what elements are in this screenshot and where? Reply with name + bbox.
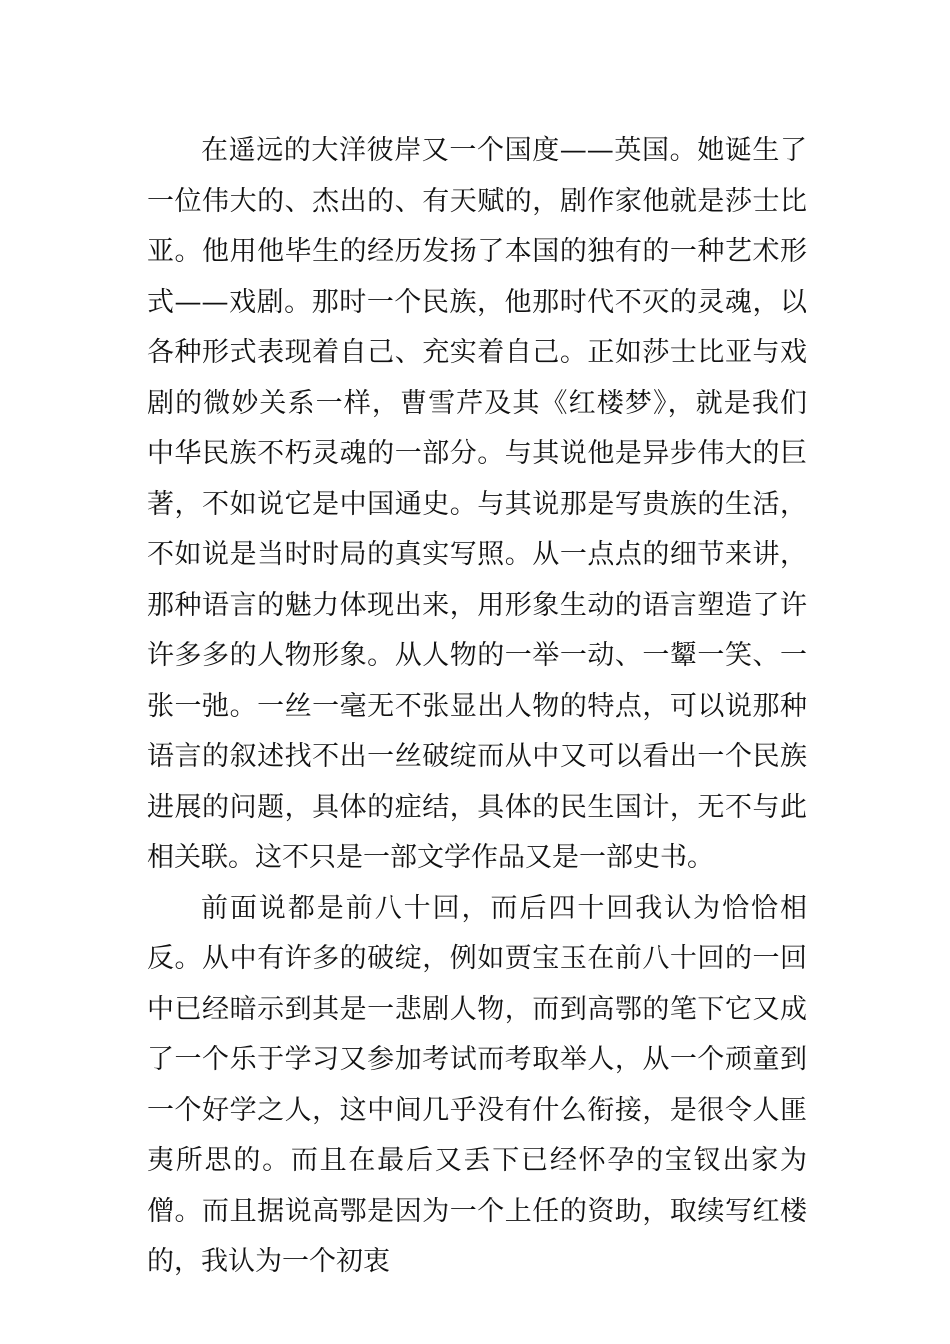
paragraph-2: 前面说都是前八十回，而后四十回我认为恰恰相反。从中有许多的破绽，例如贾宝玉在前八十回的一回中已经暗示到其是一悲剧人物，而到高鄂的笔下它又成了一个乐于学习又参加考试而考取举人，从一个顽童到一个好学之人，这中间几乎没有什么衔接，是很令人匪夷所思的。而且在最后又丢下已经怀孕的宝钗出家为僧。而且据说高鄂是因为一个上任的资助，取续写红楼的，我认为一个初衷 xyxy=(147,892,807,1277)
paragraph-1: 在遥远的大洋彼岸又一个国度——英国。她诞生了一位伟大的、杰出的、有天赋的，剧作家他就是莎士比亚。他用他毕生的经历发扬了本国的独有的一种艺术形式——戏剧。那时一个民族，他那时代不灭的灵魂，以各种形式表现着自己、充实着自己。正如莎士比亚与戏剧的微妙关系一样，曹雪芹及其《红楼梦》，就是我们中华民族不朽灵魂的一部分。与其说他是异步伟大的巨著，不如说它是中国通史。与其说那是写贵族的生活，不如说是当时时局的真实写照。从一点点的细节来讲，那种语言的魅力体现出来，用形象生动的语言塑造了许许多多的人物形象。从人物的一举一动、一颦一笑、一张一弛。一丝一毫无不张显出人物的特点，可以说那种语言的叙述找不出一丝破绽而从中又可以看出一个民族进展的问题，具体的症结，具体的民生国计，无不与此相关联。这不只是一部文学作品又是一部史书。 xyxy=(147,135,807,873)
body-text xyxy=(147,126,807,1288)
